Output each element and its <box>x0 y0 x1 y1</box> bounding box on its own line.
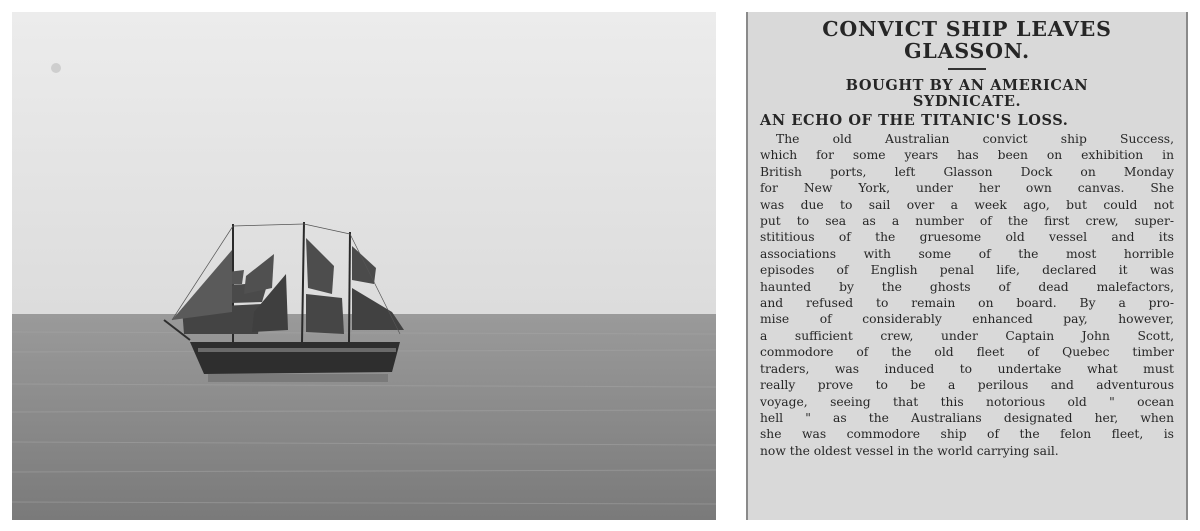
article-line: now the oldest vessel in the world carrying sail. <box>760 443 1059 458</box>
ship-photo-svg <box>12 12 716 520</box>
hull-stripe <box>198 348 396 352</box>
article-line: was due to sail over a week ago, but could not <box>760 197 1174 212</box>
article-line: really prove to be a perilous and adventurous <box>760 378 1174 393</box>
article-line: which for some years has been on exhibition in <box>760 148 1174 163</box>
article-line: British ports, left Glasson Dock on Monday <box>760 164 1174 179</box>
article-line: for New York, under her own canvas. She <box>760 181 1174 196</box>
article-line: haunted by the ghosts of dead malefactors, <box>760 279 1174 294</box>
article-line: voyage, seeing that this notorious old " ocean <box>760 394 1174 409</box>
article-line: she was commodore ship of the felon fleet, is <box>760 427 1174 442</box>
article-line: The old Australian convict ship Success, <box>776 132 1174 146</box>
headline-line: GLASSON. <box>904 39 1030 63</box>
article-line: associations with some of the most horrible <box>760 246 1174 261</box>
article-line: hell " as the Australians designated her, when <box>760 410 1174 425</box>
photo-blemish <box>51 63 61 73</box>
subheading-secondary: AN ECHO OF THE TITANIC'S LOSS. <box>760 112 1069 129</box>
newspaper-clipping <box>746 12 1188 520</box>
subheading-line: SYDNICATE. <box>912 93 1022 110</box>
article-line: commodore of the old fleet of Quebec timber <box>760 345 1174 360</box>
mast-mizzen <box>349 232 350 342</box>
divider-rule <box>948 68 986 70</box>
article-line: stititious of the gruesome old vessel and its <box>760 230 1174 245</box>
article-line: a sufficient crew, under Captain John Scott, <box>760 328 1174 343</box>
headline <box>760 18 1174 62</box>
ship-reflection <box>208 374 388 382</box>
article-body <box>760 131 1174 459</box>
subheading-line: BOUGHT BY AN AMERICAN <box>845 77 1089 94</box>
article-line: episodes of English penal life, declared it was <box>760 263 1174 278</box>
sail <box>306 294 344 334</box>
article-line: mise of considerably enhanced pay, however, <box>760 312 1174 327</box>
article-line: put to sea as a number of the first crew, super- <box>760 214 1174 229</box>
article-line: and refused to remain on board. By a pro- <box>760 296 1174 311</box>
subheading <box>760 78 1174 110</box>
ship-photograph <box>12 12 716 520</box>
article-line: traders, was induced to undertake what must <box>760 361 1174 376</box>
headline-line: CONVICT SHIP LEAVES <box>822 17 1112 41</box>
ship-hull <box>190 342 400 374</box>
